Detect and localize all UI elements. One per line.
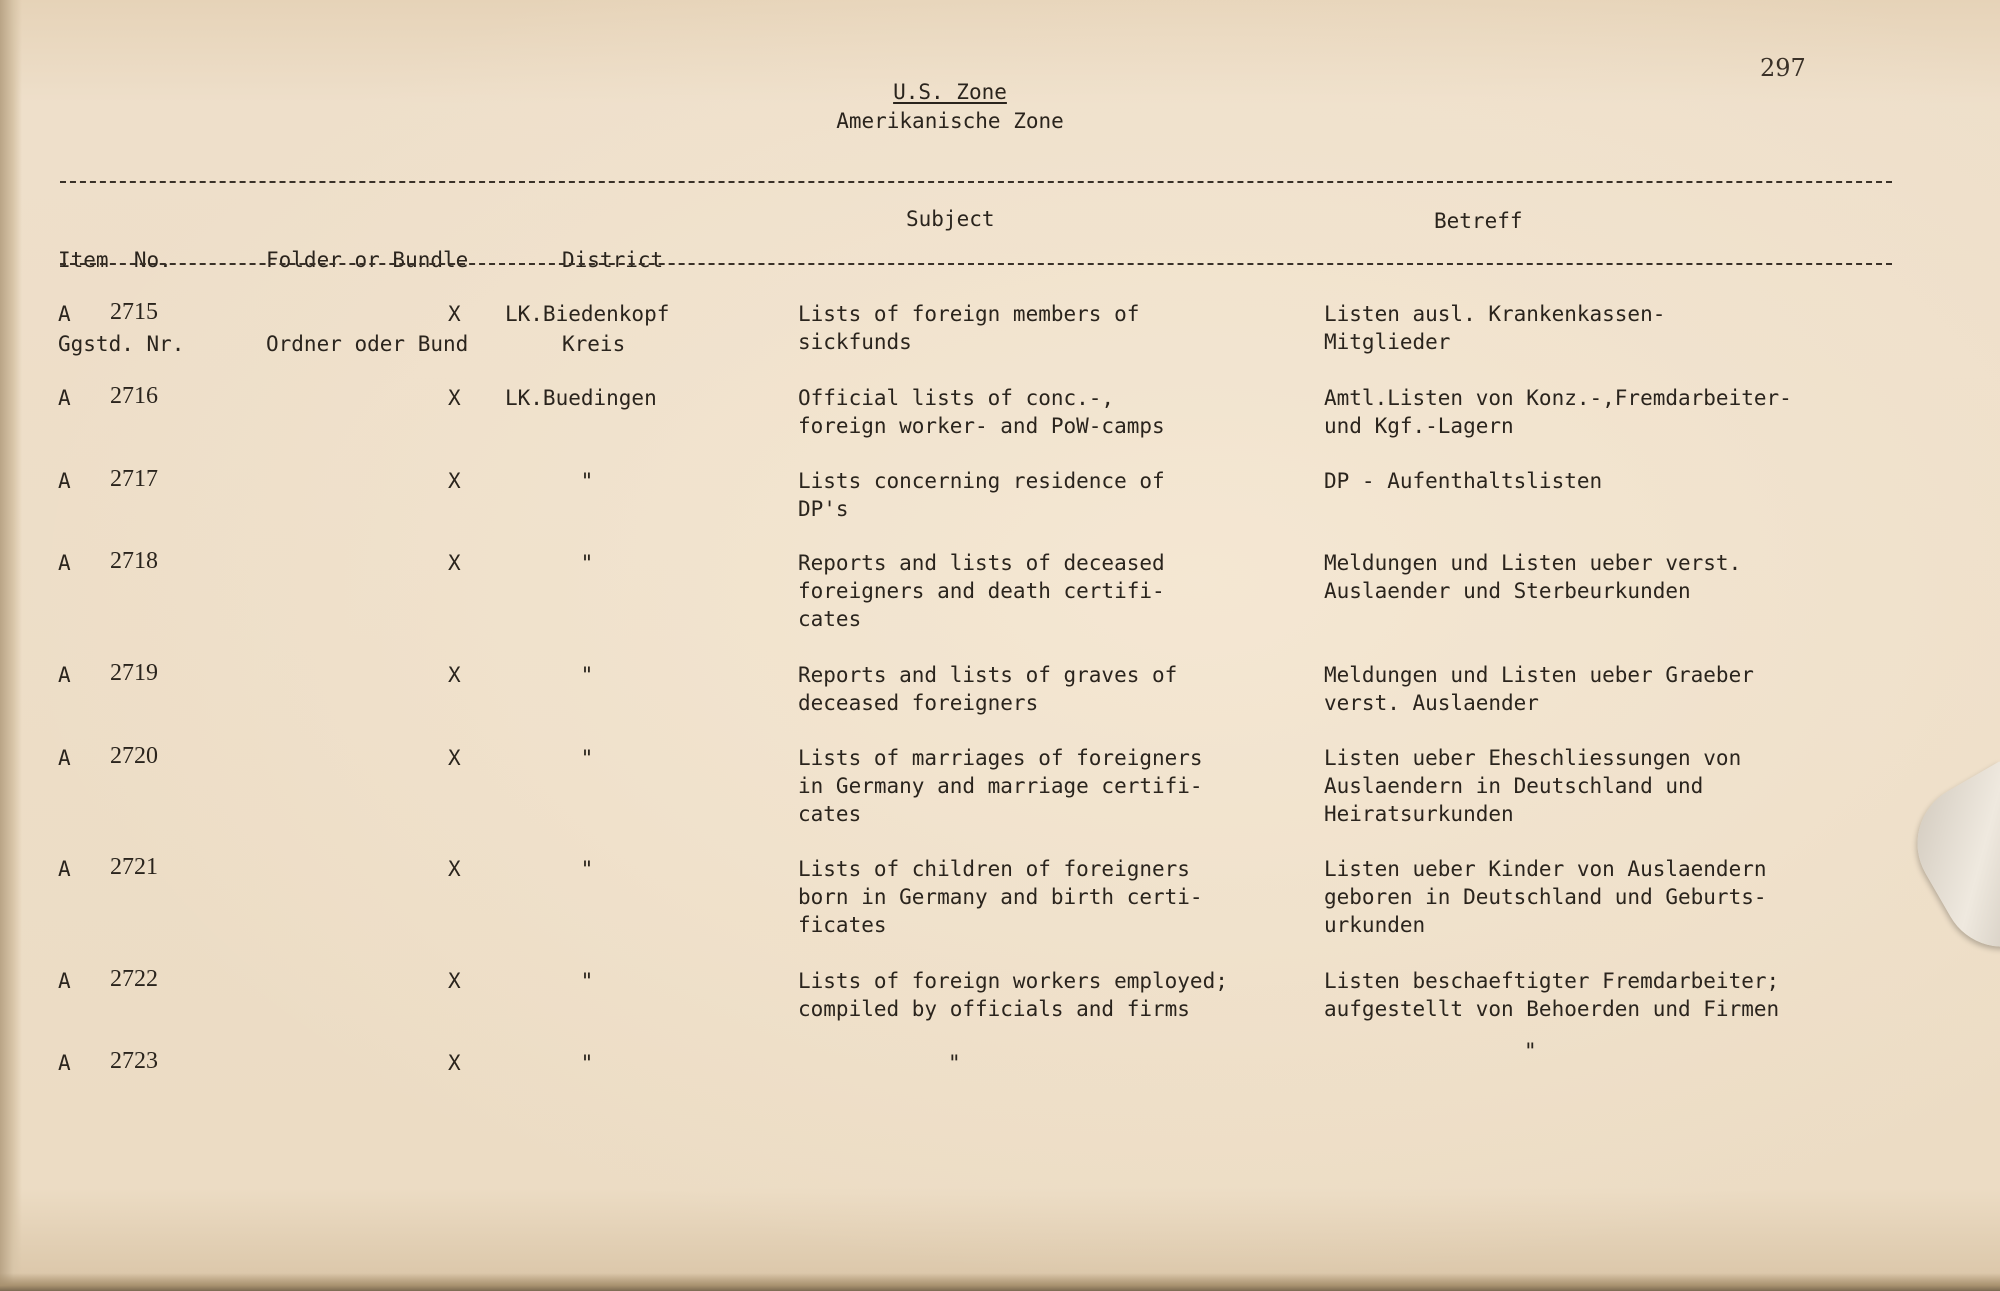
betreff-line: Auslaender und Sterbeurkunden [1324,579,1691,603]
folder-mark: X [448,857,461,881]
betreff-line: Auslaendern in Deutschland und [1324,774,1704,798]
folder-mark: X [448,746,461,770]
district-value: " [580,1051,594,1075]
subject-line: in Germany and marriage certifi- [798,774,1203,798]
folder-mark: X [448,469,461,493]
betreff-text [1324,300,1864,356]
betreff-line: und Kgf.-Lagern [1324,414,1514,438]
item-letter: A [58,302,71,326]
district-name [505,1049,617,1077]
betreff-text [1324,855,1864,939]
betreff-line: DP - Aufenthaltslisten [1324,469,1603,493]
betreff-text [1324,384,1864,440]
item-letter: A [58,1051,71,1075]
district-name [505,744,617,772]
district-name [505,300,669,328]
betreff-line: verst. Auslaender [1324,691,1539,715]
item-number: 2723 [110,1048,158,1074]
betreff-text [1324,1039,1864,1065]
folder-mark: X [448,302,461,326]
subject-text [798,661,1258,717]
district-name [505,661,617,689]
betreff-text [1324,967,1864,1023]
column-header-item-line2: Ggstd. Nr. [58,332,185,356]
item-letter: A [58,469,71,493]
column-header-item-line1: Item No. [58,248,172,272]
folder-mark: X [448,663,461,687]
subject-text [798,384,1258,440]
betreff-text [1324,467,1864,495]
betreff-line: Meldungen und Listen ueber Graeber [1324,663,1754,687]
item-number: 2719 [110,660,158,686]
header-rule-bottom [60,263,1892,265]
zone-title: U.S. Zone [893,80,1007,104]
district-value: LK.Buedingen [505,386,657,410]
subject-line: cates [798,607,862,631]
subject-line: Reports and lists of graves of [798,663,1178,687]
item-letter: A [58,551,71,575]
subject-line: sickfunds [798,330,912,354]
subject-text [798,855,1258,939]
subject-text [798,744,1258,828]
betreff-line: Listen ausl. Krankenkassen- [1324,302,1666,326]
column-header-folder [266,190,468,414]
district-value: " [580,469,594,493]
subject-line: ficates [798,913,887,937]
betreff-text [1324,549,1864,605]
column-header-folder-line1: Folder or Bundle [266,248,469,272]
betreff-line: Listen ueber Eheschliessungen von [1324,746,1742,770]
item-number: 2721 [110,854,158,880]
betreff-line: urkunden [1324,913,1426,937]
item-letter: A [58,746,71,770]
folder-mark: X [448,1051,461,1075]
district-value: " [580,551,594,575]
district-name [505,967,617,995]
district-value: " [580,969,594,993]
zone-subtitle: Amerikanische Zone [836,109,1064,133]
header-rule-top [60,181,1892,183]
page-number: 297 [1760,54,1806,82]
item-letter: A [58,386,71,410]
column-header-folder-line2: Ordner oder Bund [266,332,469,356]
betreff-line: Mitglieder [1324,330,1451,354]
betreff-line: Heiratsurkunden [1324,802,1514,826]
subject-line: Lists of foreign workers employed; [798,969,1228,993]
district-name [505,855,617,883]
subject-line: compiled by officials and firms [798,997,1190,1021]
subject-text [798,1049,1258,1077]
item-number: 2718 [110,548,158,574]
betreff-line: aufgestellt von Behoerden und Firmen [1324,997,1780,1021]
item-number: 2717 [110,466,158,492]
subject-line: " [948,1051,961,1075]
subject-line: Lists of marriages of foreigners [798,746,1203,770]
subject-line: Lists of foreign members of [798,302,1140,326]
subject-line: Reports and lists of deceased [798,551,1165,575]
subject-line: Lists concerning residence of [798,469,1165,493]
subject-line: cates [798,802,862,826]
subject-line: deceased foreigners [798,691,1039,715]
district-value: " [580,857,594,881]
district-name [505,384,657,412]
subject-line: Official lists of conc.-, [798,386,1115,410]
column-header-district-line1: District [562,248,664,272]
subject-line: born in Germany and birth certi- [798,885,1203,909]
betreff-text [1324,661,1864,717]
item-letter: A [58,857,71,881]
district-value: " [580,663,594,687]
item-number: 2722 [110,966,158,992]
subject-line: foreigners and death certifi- [798,579,1165,603]
betreff-line: Listen ueber Kinder von Auslaendern [1324,857,1767,881]
subject-text [798,467,1258,523]
subject-line: Lists of children of foreigners [798,857,1190,881]
column-header-district-line2: Kreis [562,332,626,356]
item-letter: A [58,969,71,993]
folder-mark: X [448,969,461,993]
betreff-line: Listen beschaeftigter Fremdarbeiter; [1324,969,1780,993]
subject-line: DP's [798,497,849,521]
folder-mark: X [448,386,461,410]
betreff-line: Amtl.Listen von Konz.-,Fremdarbeiter- [1324,386,1792,410]
subject-text [798,300,1258,356]
betreff-line: Meldungen und Listen ueber verst. [1324,551,1742,575]
betreff-line: " [1524,1039,1537,1063]
column-header-betreff: Betreff [1434,209,1523,233]
district-name [505,467,617,495]
district-name [505,549,617,577]
betreff-line: geboren in Deutschland und Geburts- [1324,885,1767,909]
item-number: 2716 [110,383,158,409]
item-letter: A [58,663,71,687]
item-number: 2720 [110,743,158,769]
item-number: 2715 [110,299,158,325]
betreff-text [1324,744,1864,828]
paper-clip [1896,761,2000,968]
district-value: " [580,746,594,770]
subject-text [798,967,1258,1023]
district-value: LK.Biedenkopf [505,302,670,326]
folder-mark: X [448,551,461,575]
subject-text [798,549,1258,633]
subject-line: foreign worker- and PoW-camps [798,414,1165,438]
column-header-subject: Subject [906,207,995,231]
